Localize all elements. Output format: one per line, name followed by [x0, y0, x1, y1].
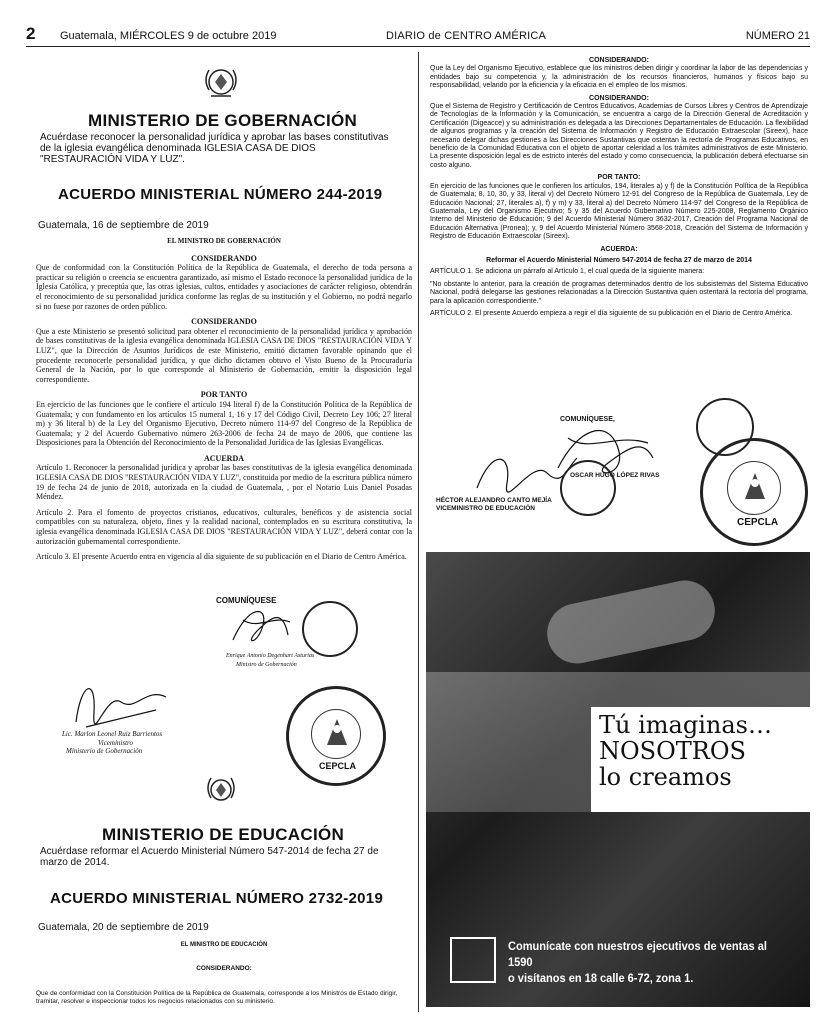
page-number: 2: [26, 24, 36, 43]
authority: EL MINISTRO DE GOBERNACIÓN: [167, 237, 281, 245]
por-tanto-text: En ejercicio de las funciones que le confieren los artículos, 194, literales a) y f) de la Constitución Política de la República de Guatemala; 8, 10, 30, y 33, literal v) del Decreto Número 12-91 del Congreso de la República de Guatemala, Ley de Educación Nacional; 27, literales a), f) y m) y 33, literal a) del Decreto Número 114-97 del Congreso de la República de Guatemala, Ley del Organismo Ejecutivo; 5 y 35 del Acuerdo Gubernativo Número 225-2008, Reglamento Orgánico Interno del Ministerio de Educación; 9 del Acuerdo Ministerial Número 3632-2017, Creación del Programa Nacional de Educación Alternativa (Pronea); y, 9 del Acuerdo Ministerial Número 3568-2018, Creación del Sistema de Información y Registro de Educación Extraescolar (Sireex).: [430, 182, 808, 241]
article-2: Artículo 2. Para el fomento de proyectos cristianos, educativos, culturales, benéficos y de asistencia social compatibles con su naturaleza, objeto, fines y la realidad nacional, contemplados en su escritura constitutiva, la iglesia evangélica denominada IGLESIA CASA DE DIOS "RESTAURACIÓN VIDA Y LUZ", deberá contar con la autorización gubernamental correspondiente.: [36, 507, 412, 546]
page-header: [26, 24, 810, 46]
heading-considerando: CONSIDERANDO: [191, 253, 257, 263]
place-date-2: Guatemala, 20 de septiembre de 2019: [38, 922, 209, 933]
agreement-title: ACUERDO MINISTERIAL NÚMERO 244-2019: [58, 186, 383, 203]
heading-considerando: CONSIDERANDO:: [589, 57, 649, 64]
place-date: Guatemala, 16 de septiembre de 2019: [38, 220, 209, 231]
official-seal: [302, 601, 358, 657]
authority-2: EL MINISTRO DE EDUCACIÓN: [180, 942, 268, 948]
coat-of-arms-icon: [203, 770, 239, 810]
signature-1: [228, 600, 298, 650]
ad-slogan-line: NOSOTROS: [599, 737, 746, 765]
considerando-text: Que de conformidad con la Constitución Política de la República de Guatemala, el derecho de toda persona a practicar su religión o creencia se encuentra garantizado, así mismo el Estado reconoce la personalidad jurídica de la Iglesia Católica, y preceptúa que, las otras iglesias, cultos, entidades y asociaciones de carácter religioso, obtendrán el reconocimiento de su personalidad jurídica conforme las reglas de su institución y el Gobierno, no podrá negarlo si no fuese por razones de orden público.: [36, 263, 412, 311]
seal-emblem-icon: [741, 471, 769, 501]
article-2: ARTÍCULO 2. El presente Acuerdo empieza a regir el día siguiente de su publicación en el Diario de Centro América.: [430, 309, 793, 317]
signer-title: Viceministro: [98, 738, 133, 747]
signer-block-3: [436, 497, 552, 513]
right-body: [430, 57, 808, 318]
comuniquese-label: COMUNÍQUESE: [216, 596, 277, 605]
considerando-text: Que a este Ministerio se presentó solicitud para obtener el reconocimiento de la personalidad jurídica y aprobación de bases constitutivas de la iglesia evangélica denominada IGLESIA CASA DE DIOS "RESTAURACIÓN VIDA Y LUZ", que la Dirección de Asuntos Jurídicos de este Ministerio, emitió dictamen favorable opinando que el procedente reconocerle personalidad jurídica, y que dicho dictamen obtuvo el Visto Bueno de la Procuraduría General de la Nación, por lo que corresponde al Ministerio de Gobernación, emitir la disposición legal correspondiente.: [36, 326, 412, 384]
por-tanto-text: En ejercicio de las funciones que le confiere el artículo 194 literal f) de la Constitución Política de la República de Guatemala; y con fundamento en los artículos 15 numeral 1, 16 y 17 del Código Civil, Decreto Ley 106; 27 literal m) y 36 literal b) de la Ley del Organismo Ejecutivo, Decreto número 114-97 del Congreso de la República de Guatemala; y 2 del Acuerdo Gubernativo número 263-2006 de fecha 24 de mayo de 2006, que contiene las Disposiciones para la Obtención del Reconocimiento de la Personalidad Jurídica de las Iglesias Evangélicas.: [36, 399, 412, 448]
summary-2: Acuérdase reformar el Acuerdo Ministerial Número 547-2014 de fecha 27 de marzo de 2014.: [40, 846, 379, 868]
reform-title: Reformar el Acuerdo Ministerial Número 547-2014 de fecha 27 de marzo de 2014: [486, 256, 752, 264]
ad-contact-line: Comunícate con nuestros ejecutivos de ventas al 1590: [508, 939, 767, 969]
header-rule: [26, 46, 810, 47]
seal-text: CEPCLA: [319, 761, 357, 771]
seal-text: CEPCLA: [737, 517, 779, 528]
coat-of-arms-icon: [199, 60, 243, 104]
heading-acuerda: ACUERDA:: [600, 245, 638, 253]
signer-name: Enrique Antonio Degenhart Asturias: [226, 653, 315, 659]
official-seal: [560, 460, 616, 516]
article-1: Artículo 1. Reconocer la personalidad jurídica y aprobar las bases constitutivas de la iglesia evangélica denominada IGLESIA CASA DE DIOS "RESTAURACIÓN VIDA Y LUZ", constituida por medio de la escritura pública número 19 de fecha 24 de junio de 2018, autorizada en la ciudad de Guatemala, , por el Notario Luis Daniel Posadas Méndez.: [36, 463, 412, 502]
newspaper-name: DIARIO de CENTRO AMÉRICA: [386, 30, 547, 42]
agreement-title-2: ACUERDO MINISTERIAL NÚMERO 2732-2019: [50, 890, 384, 907]
advertisement: [426, 552, 810, 1007]
comuniquese-label: COMUNÍQUESE,: [560, 416, 615, 423]
ad-slogan-line: Tú imaginas…: [599, 711, 772, 739]
summary: Acuérdase reconocer la personalidad jurídica y aprobar las bases constitutivas de la iglesia evangélica denominada IGLESIA CASA DE DIOS "RESTAURACIÓN VIDA Y LUZ".: [40, 132, 389, 165]
ad-contact: [508, 938, 786, 986]
cepcla-seal: [700, 438, 808, 546]
signer-block: [226, 652, 314, 670]
quoted-paragraph: "No obstante lo anterior, para la creación de programas determinados dentro de los subsistemas del Sistema Educativo Nacional, podrá delegarse las gestiones relacionadas a la Dirección Sustantiva quien ostentará la rectoría del programa, para la aplicación correspondiente.": [430, 280, 808, 305]
considerando-text: Que el Sistema de Registro y Certificación de Centros Educativos, Academias de Cursos Libres y Centros de Aprendizaje de Tecnologías de la Información y la Comunicación, se encuentra a cargo de la Dirección General de Acreditación y Certificación (Digeacce) y su administración es delegada a las Direcciones Departamentales de Educación. La flexibilidad de algunos programas y la creación del Sistema de Información y Registro de Educación Extraescolar (Sireex), hace necesario delegar dichas gestiones a las Direcciones Sustantivas que ostentan la rectoría de Programas Educativos, en beneficio de la Comunidad Educativa con el objeto de aportar celeridad a los trámites administrativos de este Ministerio. La presente disposición legal es de estricto interés del estado y como consecuencia, la publicación deberá efectuarse sin costo alguno.: [430, 103, 808, 169]
ad-contact-line: o visítanos en 18 calle 6-72, zona 1.: [508, 971, 694, 985]
considerando-text: Que de conformidad con la Constitución Política de la República de Guatemala, corresponde a los Ministros de Estado dirigir, tramitar, resolver e inspeccionar todos los negocios relacionados con su ministerio.: [36, 990, 398, 1005]
seal-emblem-icon: [323, 717, 351, 747]
article-1: ARTÍCULO 1. Se adiciona un párrafo al Artículo 1, el cual queda de la siguiente manera:: [430, 268, 705, 276]
ministry-title-2: MINISTERIO DE EDUCACIÓN: [102, 825, 345, 844]
ad-slogan: [599, 712, 772, 790]
heading-por-tanto: POR TANTO:: [597, 174, 641, 182]
signer-title: Ministro de Gobernación: [236, 662, 297, 668]
ministry-title: MINISTERIO DE GOBERNACIÓN: [88, 111, 358, 130]
considerando-text: Que la Ley del Organismo Ejecutivo, establece que los ministros deben dirigir y coordinar la labor de las dependencias y entidades bajo su competencia y, la administración de los recursos financieros, humanos y físicos bajo su responsabilidad, velando por la eficiencia y la eficacia en el empleo de los mismos.: [430, 65, 808, 90]
column-divider: [418, 52, 419, 1012]
heading-considerando: CONSIDERANDO:: [196, 965, 252, 972]
signer-name: HÉCTOR ALEJANDRO CANTO MEJÍA: [436, 497, 552, 504]
signer-block-2: [62, 730, 162, 756]
cepcla-seal: [286, 686, 386, 786]
signer-name: OSCAR HUGO LÓPEZ RIVAS: [570, 472, 660, 479]
ad-slogan-line: lo creamos: [599, 763, 732, 791]
article-3: Artículo 3. El presente Acuerdo entra en vigencia al día siguiente de su publicación en el Diario de Centro América.: [36, 552, 407, 562]
heading-considerando: CONSIDERANDO: [191, 317, 257, 327]
signer-org: Ministerio de Gobernación: [66, 747, 143, 756]
signer-title: VICEMINISTRO DE EDUCACIÓN: [436, 505, 535, 512]
signature-2: [66, 672, 176, 734]
left-body: [36, 237, 412, 562]
heading-por-tanto: POR TANTO: [200, 390, 248, 400]
heading-acuerda: ACUERDA: [204, 453, 244, 463]
signer-name: Lic. Marlon Leonel Ruiz Barrientos: [62, 730, 163, 738]
diario-logo-icon: [450, 937, 496, 983]
header-date: Guatemala, MIÉRCOLES 9 de octubre 2019: [60, 30, 277, 42]
heading-considerando: CONSIDERANDO:: [589, 94, 649, 102]
issue-number: NÚMERO 21: [745, 30, 810, 42]
